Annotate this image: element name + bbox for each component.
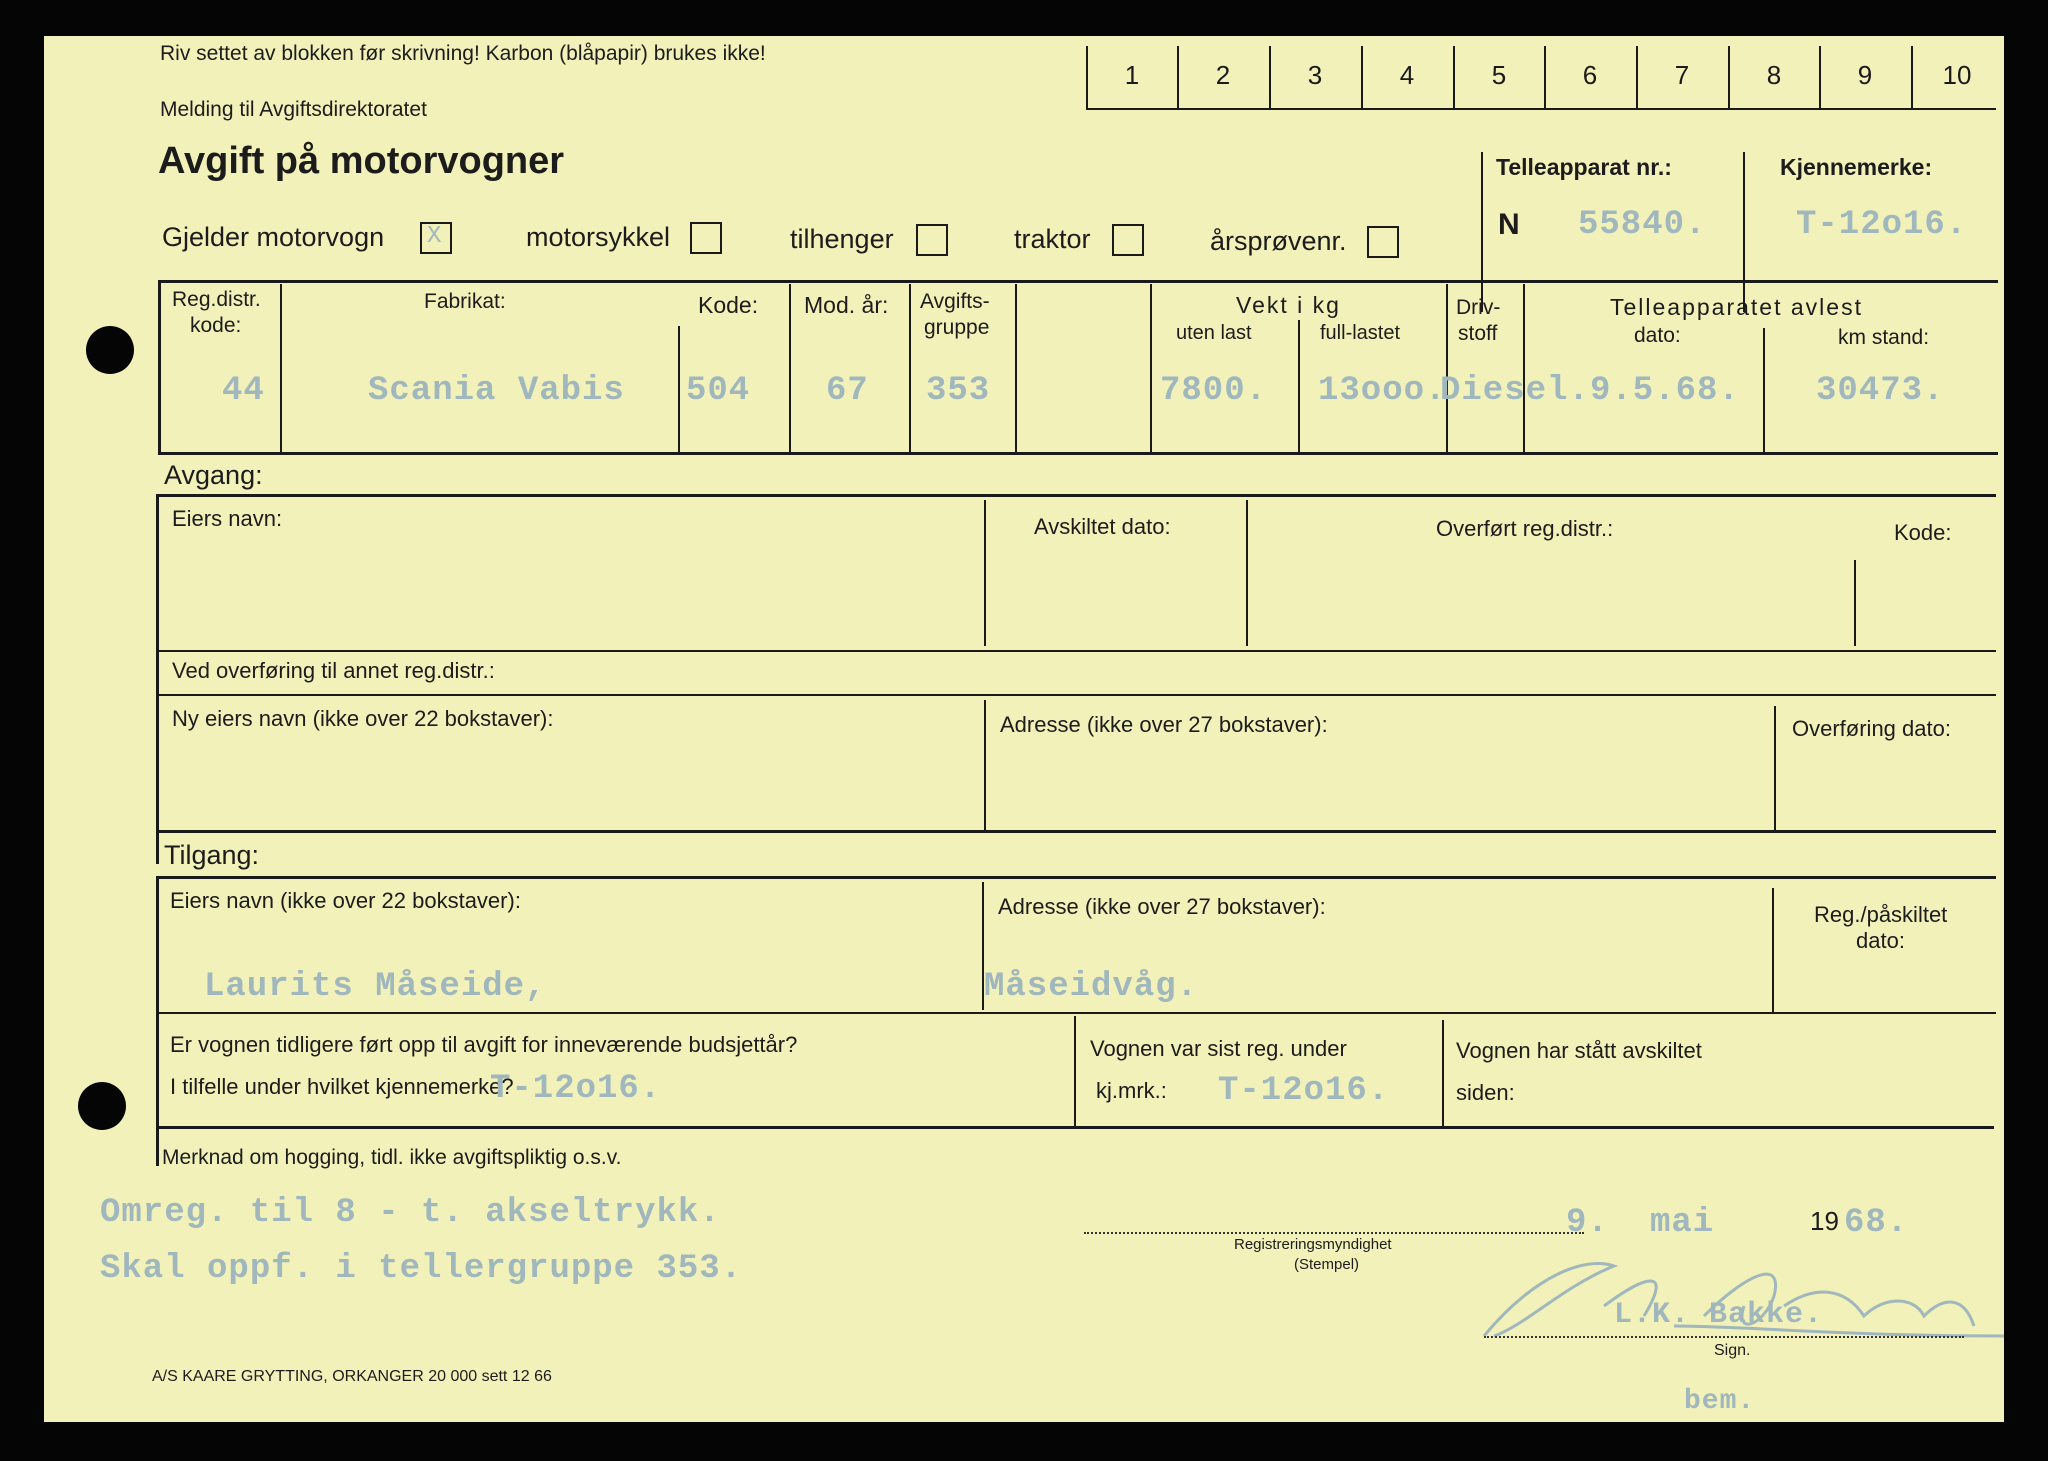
- date-year-suffix: 68.: [1844, 1204, 1909, 1242]
- registreringsmyndighet-label: Registreringsmyndighet: [1234, 1236, 1392, 1253]
- reg-paskiltet-label-2: dato:: [1856, 928, 1905, 953]
- arsprovenr-label: årsprøvenr.: [1210, 226, 1347, 256]
- col-divider: [1763, 328, 1765, 452]
- col-divider: [909, 284, 911, 452]
- regdistr-label-2: kode:: [190, 314, 242, 337]
- arsprovenr-checkbox[interactable]: [1367, 226, 1399, 258]
- kode-value: 504: [686, 372, 751, 410]
- driv-value: Diesel.: [1440, 372, 1590, 410]
- traktor-label: traktor: [1014, 224, 1091, 254]
- tilgang-bottom: [156, 1126, 1994, 1129]
- ved-overforing-label: Ved overføring til annet reg.distr.:: [172, 658, 495, 683]
- tellavlest-label: Telleapparatet avlest: [1610, 294, 1863, 320]
- fabrikat-value: Scania Vabis: [368, 372, 625, 410]
- merknad-label: Merknad om hogging, tidl. ikke avgiftspliktig o.s.v.: [162, 1146, 622, 1169]
- digit-cell: 2: [1215, 60, 1231, 90]
- melding-text: Melding til Avgiftsdirektoratet: [160, 98, 427, 121]
- digit-cell: 10: [1942, 60, 1972, 90]
- avgang-row-line: [158, 650, 1996, 652]
- col-divider: [678, 326, 680, 452]
- digit-cell: 3: [1307, 60, 1323, 90]
- stempel-label: (Stempel): [1294, 1256, 1360, 1273]
- kjennemerke-value: T-12o16.: [1796, 206, 1968, 244]
- motorsykkel-checkbox[interactable]: [690, 222, 722, 254]
- regdistr-label: Reg.distr.: [172, 288, 261, 311]
- avgang-top: [156, 494, 1996, 497]
- dato-label: dato:: [1634, 324, 1681, 347]
- avgifts-label-2: gruppe: [924, 316, 990, 339]
- col-divider: [1446, 284, 1448, 452]
- tilgang-divider: [1074, 1016, 1076, 1126]
- tilhenger-checkbox[interactable]: [916, 224, 948, 256]
- motorsykkel-label: motorsykkel: [526, 222, 671, 252]
- col-divider: [280, 284, 282, 452]
- driv-label-2: stoff: [1458, 322, 1498, 345]
- motorvogn-checkbox[interactable]: [420, 222, 452, 254]
- date-month: mai: [1650, 1204, 1715, 1242]
- digit-cell: 8: [1766, 60, 1782, 90]
- digit-row-line: [1086, 108, 1996, 110]
- digit-cell: 7: [1674, 60, 1690, 90]
- km-value: 30473.: [1816, 372, 1945, 410]
- tilgang-divider: [1442, 1020, 1444, 1126]
- avgang-label: Avgang:: [164, 460, 263, 490]
- note-line-1: Omreg. til 8 - t. akseltrykk.: [100, 1194, 721, 1232]
- avskiltet-siden-label: Vognen har stått avskiltet: [1456, 1038, 1702, 1063]
- telleapparat-label: Telleapparat nr.:: [1496, 154, 1672, 180]
- sist-reg-value: T-12o16.: [1218, 1072, 1390, 1110]
- adresse-label-avgang: Adresse (ikke over 27 bokstaver):: [1000, 712, 1328, 737]
- vehicle-table-bottom: [158, 452, 1998, 455]
- instruction-text: Riv settet av blokken før skrivning! Karbon (blåpapir) brukes ikke!: [160, 42, 766, 65]
- fabrikat-label: Fabrikat:: [424, 290, 506, 313]
- tilgang-top: [156, 876, 1996, 879]
- col-divider: [1015, 284, 1017, 452]
- regdistr-value: 44: [222, 372, 265, 410]
- modar-label: Mod. år:: [804, 292, 889, 318]
- tilgang-left: [156, 876, 159, 1166]
- sist-reg-label-2: kj.mrk.:: [1096, 1078, 1167, 1103]
- question-1: Er vognen tidligere ført opp til avgift for inneværende budsjettår?: [170, 1032, 798, 1057]
- uten-last-value: 7800.: [1160, 372, 1268, 410]
- sign-label: Sign.: [1714, 1342, 1751, 1359]
- question-value: T-12o16.: [490, 1070, 662, 1108]
- tilhenger-label: tilhenger: [790, 224, 894, 254]
- digit-cell: 6: [1582, 60, 1598, 90]
- vehicle-table-left: [158, 280, 161, 454]
- avskiltet-siden-label-2: siden:: [1456, 1080, 1515, 1105]
- eier-value: Laurits Måseide,: [204, 968, 547, 1006]
- punch-hole: [78, 1082, 126, 1130]
- telleapparat-value: 55840.: [1578, 206, 1707, 244]
- vehicle-table-top: [158, 280, 1998, 283]
- question-2: I tilfelle under hvilket kjennemerke?: [170, 1074, 514, 1099]
- tilgang-eiers-navn: Eiers navn (ikke over 22 bokstaver):: [170, 888, 521, 913]
- avgang-divider: [984, 700, 986, 830]
- avskiltet-dato-label: Avskiltet dato:: [1034, 514, 1171, 539]
- driv-label: Driv-: [1456, 296, 1501, 319]
- avgang-left: [156, 494, 159, 864]
- date-day: 9.: [1566, 1204, 1609, 1242]
- sign-name: L.K. Bakke.: [1614, 1298, 1824, 1332]
- sign-below: bem.: [1684, 1386, 1756, 1417]
- date-year-prefix: 19: [1810, 1206, 1839, 1236]
- digit-cell: 1: [1124, 60, 1140, 90]
- vekt-label: Vekt i kg: [1236, 292, 1341, 318]
- overforing-dato-label: Overføring dato:: [1792, 716, 1951, 741]
- col-divider: [1523, 284, 1525, 452]
- tilgang-label: Tilgang:: [164, 840, 260, 870]
- uten-last-label: uten last: [1176, 322, 1252, 344]
- digit-cell: 9: [1857, 60, 1873, 90]
- dato-value: 9.5.68.: [1590, 372, 1740, 410]
- avgifts-value: 353: [926, 372, 991, 410]
- full-lastet-label: full-lastet: [1320, 322, 1401, 344]
- col-divider: [1150, 284, 1152, 452]
- reg-paskiltet-label: Reg./påskiltet: [1814, 902, 1948, 927]
- kode-label-avgang: Kode:: [1894, 520, 1952, 545]
- col-divider: [789, 284, 791, 452]
- sist-reg-label: Vognen var sist reg. under: [1090, 1036, 1347, 1061]
- form-title: Avgift på motorvogner: [158, 140, 565, 182]
- avgang-row-line: [158, 694, 1996, 696]
- sign-line: [1484, 1336, 1964, 1338]
- avgang-divider: [984, 500, 986, 646]
- avgang-divider: [1774, 706, 1776, 832]
- punch-hole: [86, 326, 134, 374]
- printer-imprint: A/S KAARE GRYTTING, ORKANGER 20 000 sett 12 66: [152, 1368, 552, 1385]
- km-label: km stand:: [1838, 326, 1930, 349]
- adresse-value: Måseidvåg.: [984, 968, 1199, 1006]
- avgang-bottom: [156, 830, 1996, 833]
- digit-cell: 5: [1491, 60, 1507, 90]
- traktor-checkbox[interactable]: [1112, 224, 1144, 256]
- avgifts-label: Avgifts-: [920, 290, 990, 313]
- adresse-label-tilgang: Adresse (ikke over 27 bokstaver):: [998, 894, 1326, 919]
- kode-label: Kode:: [698, 292, 759, 318]
- telleapparat-divider-mid: [1743, 152, 1745, 312]
- digit-cell: 4: [1399, 60, 1415, 90]
- ny-eier-label: Ny eiers navn (ikke over 22 bokstaver):: [172, 706, 554, 731]
- modar-value: 67: [826, 372, 869, 410]
- col-divider: [1298, 320, 1300, 452]
- telleapparat-prefix: N: [1498, 208, 1520, 241]
- avgang-divider: [1246, 500, 1248, 646]
- tilgang-row-line: [158, 1012, 1996, 1014]
- kjennemerke-label: Kjennemerke:: [1780, 154, 1933, 180]
- full-lastet-value: 13ooo.: [1318, 372, 1447, 410]
- motorvogn-mark: X: [427, 223, 442, 250]
- tilgang-divider: [1772, 888, 1774, 1012]
- form-card: [44, 36, 2004, 1422]
- avgang-divider: [1854, 560, 1856, 646]
- overfort-label: Overført reg.distr.:: [1436, 516, 1614, 541]
- telleapparat-divider-left: [1481, 152, 1483, 312]
- note-line-2: Skal oppf. i tellergruppe 353.: [100, 1250, 743, 1288]
- avgang-eiers-navn: Eiers navn:: [172, 506, 283, 531]
- gjelder-label: Gjelder motorvogn: [162, 222, 385, 252]
